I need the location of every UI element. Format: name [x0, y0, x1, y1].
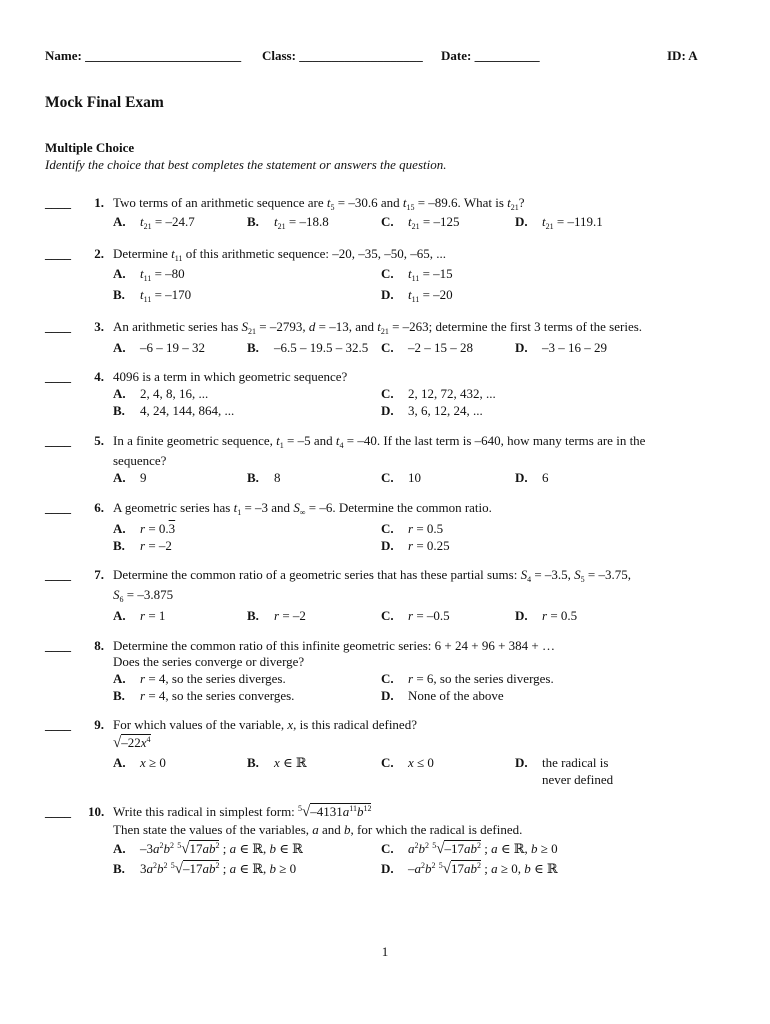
option-letter: B. [247, 608, 259, 623]
exam-id: ID: A [667, 48, 698, 63]
option-text: 2, 4, 8, 16, ... [140, 386, 209, 401]
question-number: 6. [94, 500, 104, 515]
option-letter: D. [381, 688, 394, 703]
option-letter: C. [381, 671, 394, 686]
answer-blank: ____ [45, 638, 71, 653]
option-letter: A. [113, 340, 126, 355]
section-heading: Multiple Choice [45, 140, 135, 155]
option-text: –3 – 16 – 29 [542, 340, 607, 355]
question-number: 9. [94, 717, 104, 732]
answer-blank: ____ [45, 717, 71, 732]
option-letter: C. [381, 266, 394, 281]
question-number: 3. [94, 319, 104, 334]
option-text: $-a^2b^2$ $^5√17ab^2$ ; a ≥ 0, b ∈ ℝ [408, 861, 558, 877]
answer-blank: ____ [45, 246, 71, 261]
option-text: r = 0.3 [140, 521, 176, 536]
option-letter: D. [515, 608, 528, 623]
page-title: Mock Final Exam [45, 94, 164, 111]
answer-blank: ____ [45, 804, 71, 819]
question-text: Determine the common ratio of a geometric series that has these partial sums: $S_4 = -3.5$, $S_5 = -3.75$, [113, 567, 632, 584]
option-text: –2 – 15 – 28 [408, 340, 473, 355]
option-text: $t_{21} = -24.7$ [140, 214, 195, 231]
question-text: Two terms of an arithmetic sequence are $t_5 = -30.6$ and $t_{15} = -89.6$. What is $t_{21}$? [113, 195, 525, 212]
option-text: r = 1 [140, 608, 166, 623]
option-text: r = 6, so the series diverges. [408, 671, 554, 686]
question-number: 7. [94, 567, 104, 582]
option-letter: C. [381, 608, 394, 623]
question-number: 4. [94, 369, 104, 384]
option-text: 2, 12, 72, 432, ... [408, 386, 496, 401]
option-text: the radical is [542, 755, 609, 770]
option-letter: A. [113, 608, 126, 623]
option-text: $t_{11} = -15$ [408, 266, 453, 283]
option-letter: B. [113, 287, 125, 302]
question-text: In a finite geometric sequence, $t_1 = -5$ and $t_4 = -40$. If the last term is –640, how many terms are in the [113, 433, 646, 450]
option-text: r = 0.25 [408, 538, 450, 553]
option-text: $-3a^2b^2$ $^5√17ab^2$ ; a ∈ ℝ, b ∈ ℝ [140, 841, 303, 857]
option-letter: C. [381, 386, 394, 401]
question-text-continued: Then state the values of the variables, a and b, for which the radical is defined. [113, 822, 523, 837]
question-text-continued: Does the series converge or diverge? [113, 654, 305, 669]
question-text: A geometric series has $t_1 = -3$ and $S_\infty = -6$. Determine the common ratio. [113, 500, 492, 517]
option-letter: C. [381, 214, 394, 229]
question-number: 1. [94, 195, 104, 210]
option-letter: D. [515, 214, 528, 229]
option-letter: A. [113, 671, 126, 686]
answer-blank: ____ [45, 195, 71, 210]
question-text: Write this radical in simplest form: $^5√-4131a^{11}b^{12}$ [113, 804, 372, 820]
answer-blank: ____ [45, 369, 71, 384]
option-letter: D. [515, 755, 528, 770]
option-letter: B. [113, 861, 125, 876]
option-letter: C. [381, 340, 394, 355]
option-text: 10 [408, 470, 421, 485]
option-letter: A. [113, 521, 126, 536]
option-text: 6 [542, 470, 549, 485]
question-number: 2. [94, 246, 104, 261]
option-letter: C. [381, 841, 394, 856]
question-text-continued: $S_6 = -3.875$ [113, 587, 174, 604]
option-text: $t_{11} = -170$ [140, 287, 192, 304]
question-text: Determine the common ratio of this infinite geometric series: 6 + 24 + 96 + 384 + … [113, 638, 555, 653]
option-letter: B. [113, 403, 125, 418]
option-letter: B. [247, 755, 259, 770]
option-text: x ≤ 0 [408, 755, 434, 770]
option-text: r = –0.5 [408, 608, 450, 623]
page-number: 1 [381, 944, 389, 959]
option-text: None of the above [408, 688, 504, 703]
option-letter: A. [113, 755, 126, 770]
question-text: For which values of the variable, x, is this radical defined? [113, 717, 417, 732]
option-text: 4, 24, 144, 864, ... [140, 403, 235, 418]
option-text: x ≥ 0 [140, 755, 166, 770]
answer-blank: ____ [45, 433, 71, 448]
option-letter: A. [113, 386, 126, 401]
option-letter: A. [113, 214, 126, 229]
option-text: r = 4, so the series converges. [140, 688, 295, 703]
option-text: r = 4, so the series diverges. [140, 671, 286, 686]
option-letter: D. [381, 403, 394, 418]
option-text: $t_{21} = -119.1$ [542, 214, 603, 231]
question-text-continued: sequence? [113, 453, 167, 468]
question-number: 10. [88, 804, 105, 819]
option-text: x ∈ ℝ [274, 755, 307, 770]
option-letter: C. [381, 521, 394, 536]
option-letter: A. [113, 841, 126, 856]
option-letter: D. [515, 340, 528, 355]
option-text: 3, 6, 12, 24, ... [408, 403, 483, 418]
option-letter: A. [113, 470, 126, 485]
answer-blank: ____ [45, 567, 71, 582]
answer-blank: ____ [45, 319, 71, 334]
question-text-continued: $√-22x^4$ [113, 735, 151, 751]
option-letter: D. [381, 538, 394, 553]
option-text: 9 [140, 470, 147, 485]
option-text: r = –2 [274, 608, 306, 623]
option-text: –6.5 – 19.5 – 32.5 [274, 340, 369, 355]
name-field-label: Name: ________________________ [45, 48, 242, 63]
option-text: r = 0.5 [542, 608, 578, 623]
date-field-label: Date: __________ [441, 48, 540, 63]
option-text: $a^2b^2$ $^5√-17ab^2$ ; a ∈ ℝ, b ≥ 0 [408, 841, 558, 857]
option-text: $t_{11} = -20$ [408, 287, 453, 304]
option-text: –6 – 19 – 32 [140, 340, 205, 355]
option-text: $t_{21} = -125$ [408, 214, 460, 231]
option-letter: B. [113, 688, 125, 703]
option-letter: B. [247, 340, 259, 355]
question-text: An arithmetic series has $S_{21} = -2793$, d = –13, and $t_{21} = -263$; determine the first 3 terms of the series. [113, 319, 643, 336]
question-text: 4096 is a term in which geometric sequence? [113, 369, 348, 384]
option-text-continued: never defined [542, 772, 614, 787]
option-text: r = 0.5 [408, 521, 444, 536]
option-letter: D. [381, 861, 394, 876]
option-letter: C. [381, 755, 394, 770]
answer-blank: ____ [45, 500, 71, 515]
question-number: 5. [94, 433, 104, 448]
option-text: $3a^2b^2$ $^5√-17ab^2$ ; a ∈ ℝ, b ≥ 0 [140, 861, 297, 877]
option-text: $t_{11} = -80$ [140, 266, 185, 283]
option-text: 8 [274, 470, 281, 485]
option-letter: A. [113, 266, 126, 281]
option-letter: D. [381, 287, 394, 302]
option-letter: C. [381, 470, 394, 485]
section-instructions: Identify the choice that best completes the statement or answers the question. [45, 157, 447, 172]
question-text: Determine $t_{11}$ of this arithmetic sequence: –20, –35, –50, –65, ... [113, 246, 447, 263]
option-text: $t_{21} = -18.8$ [274, 214, 329, 231]
question-number: 8. [94, 638, 104, 653]
class-field-label: Class: ___________________ [262, 48, 423, 63]
option-letter: B. [113, 538, 125, 553]
option-letter: B. [247, 470, 259, 485]
option-text: r = –2 [140, 538, 172, 553]
option-letter: D. [515, 470, 528, 485]
option-letter: B. [247, 214, 259, 229]
